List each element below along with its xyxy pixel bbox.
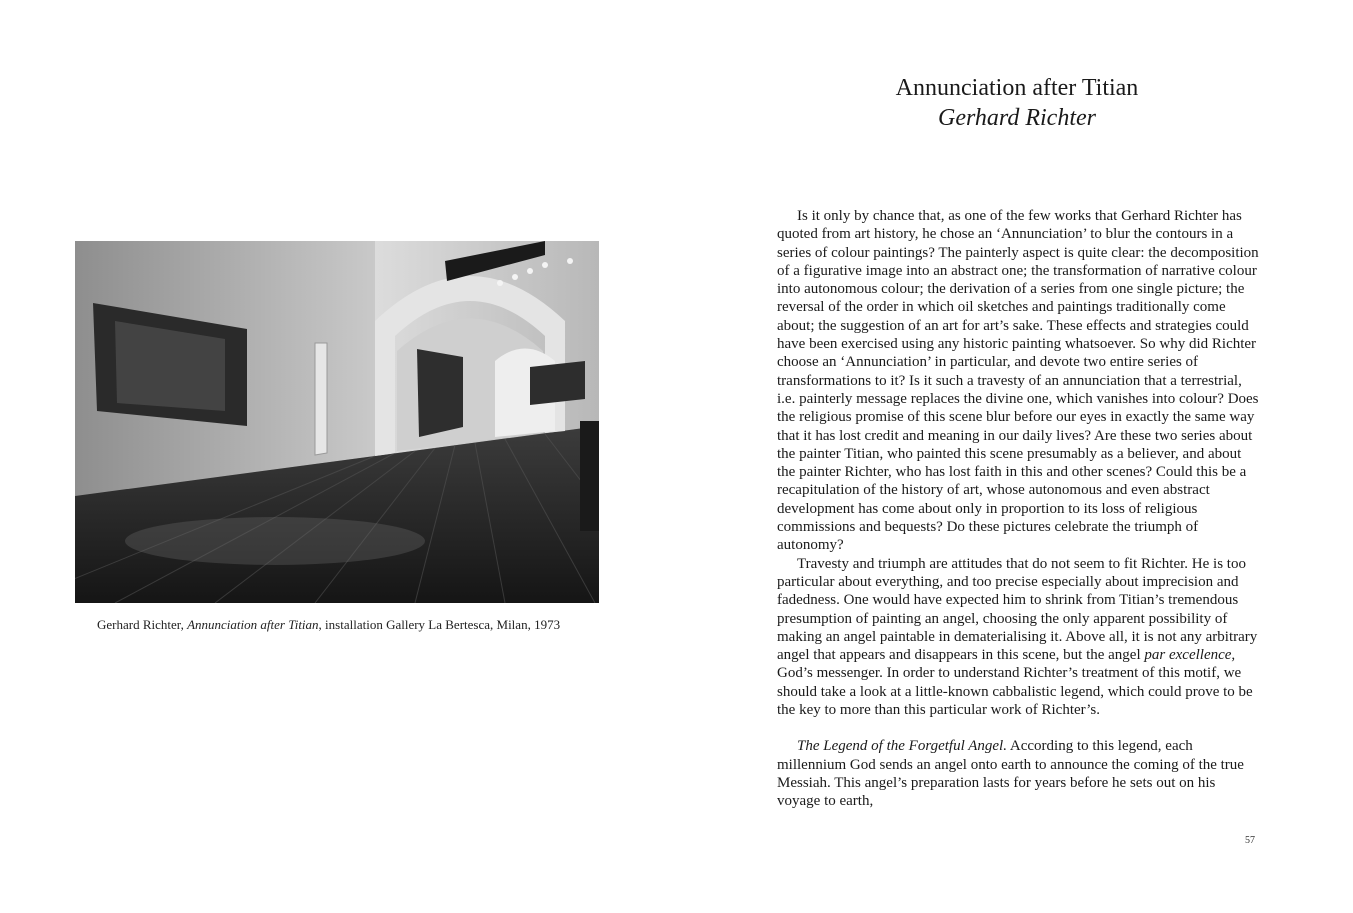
caption-suffix: , installation Gallery La Bertesca, Milan, 1973 [318, 617, 561, 632]
gallery-installation-photo [75, 241, 599, 603]
photo-caption [97, 617, 617, 633]
page-number: 57 [1245, 835, 1255, 846]
paragraph-2-emphasis: par excellence, [1144, 647, 1236, 664]
paragraph-3 [777, 737, 1259, 810]
caption-prefix: Gerhard Richter, [97, 617, 188, 632]
paragraph-3-text: According to this legend, each millennium God sends an angel onto earth to announce the coming of the true Messiah. This angel’s preparation lasts for years before he sets out on his voyage to earth, [777, 738, 1244, 810]
body-text [777, 207, 1259, 811]
gallery-photo-illustration [75, 241, 599, 603]
chapter-title: Annunciation after Titian [895, 75, 1139, 101]
paragraph-spacer [777, 719, 1259, 737]
caption-work-title: Annunciation after Titian [187, 617, 319, 632]
chapter-author: Gerhard Richter [938, 105, 1096, 131]
legend-title: The Legend of the Forgetful Angel. [797, 738, 1007, 755]
paragraph-2-text-a: Travesty and triumph are attitudes that do not seem to fit Richter. He is too particular about everything, and too precise especially about imprecision and fadedness. One would have expected him to shrink from Titian’s tremendous presumption of painting an angel, choosing the only apparent possibility of making an angel paintable in dematerialising it. Above all, it is not any arbitrary angel that appears and disappears in this scene, but the angel [777, 555, 1258, 664]
paragraph-2 [777, 555, 1259, 720]
paragraph-1: Is it only by chance that, as one of the few works that Gerhard Richter has quoted from art history, he chose an ‘Annunciation’ to blur the contours in a series of colour paintings? The painterly aspect is quite clear: the decomposition of a figurative image into an abstract one; the transformation of narrative colour into autonomous colour; the derivation of a series from one single picture; the reversal of the order in which oil sketches and paintings traditionally come about; the suggestion of an art for art’s sake. These effects and strategies could have been exercised using any historic painting whatsoever. So why did Richter choose an ‘Annunciation’ in particular, and devote two entire series of transformations to it? Is it such a travesty of an annunciation that a terrestrial, i.e. painterly message replaces the divine one, which vanishes into colour? Does the religious promise of this scene blur before our eyes in exactly the same way that it has lost credit and meaning in our daily lives? Are these two series about the painter Titian, who painted this scene presumably as a believer, and about the painter Richter, who has lost faith in this and other scenes? Could this be a recapitulation of the history of art, whose autonomous and even abstract development has come about only in proportion to its loss of religious commissions and bequests? Do these pictures celebrate the triumph of autonomy? [777, 208, 1259, 554]
chapter-heading [777, 74, 1257, 133]
paragraph-2-text-b: God’s messenger. In order to understand Richter’s treatment of this motif, we should take a look at a little-known cabbalistic legend, which could prove to be the key to more than this particular work of Richter’s. [777, 665, 1253, 719]
